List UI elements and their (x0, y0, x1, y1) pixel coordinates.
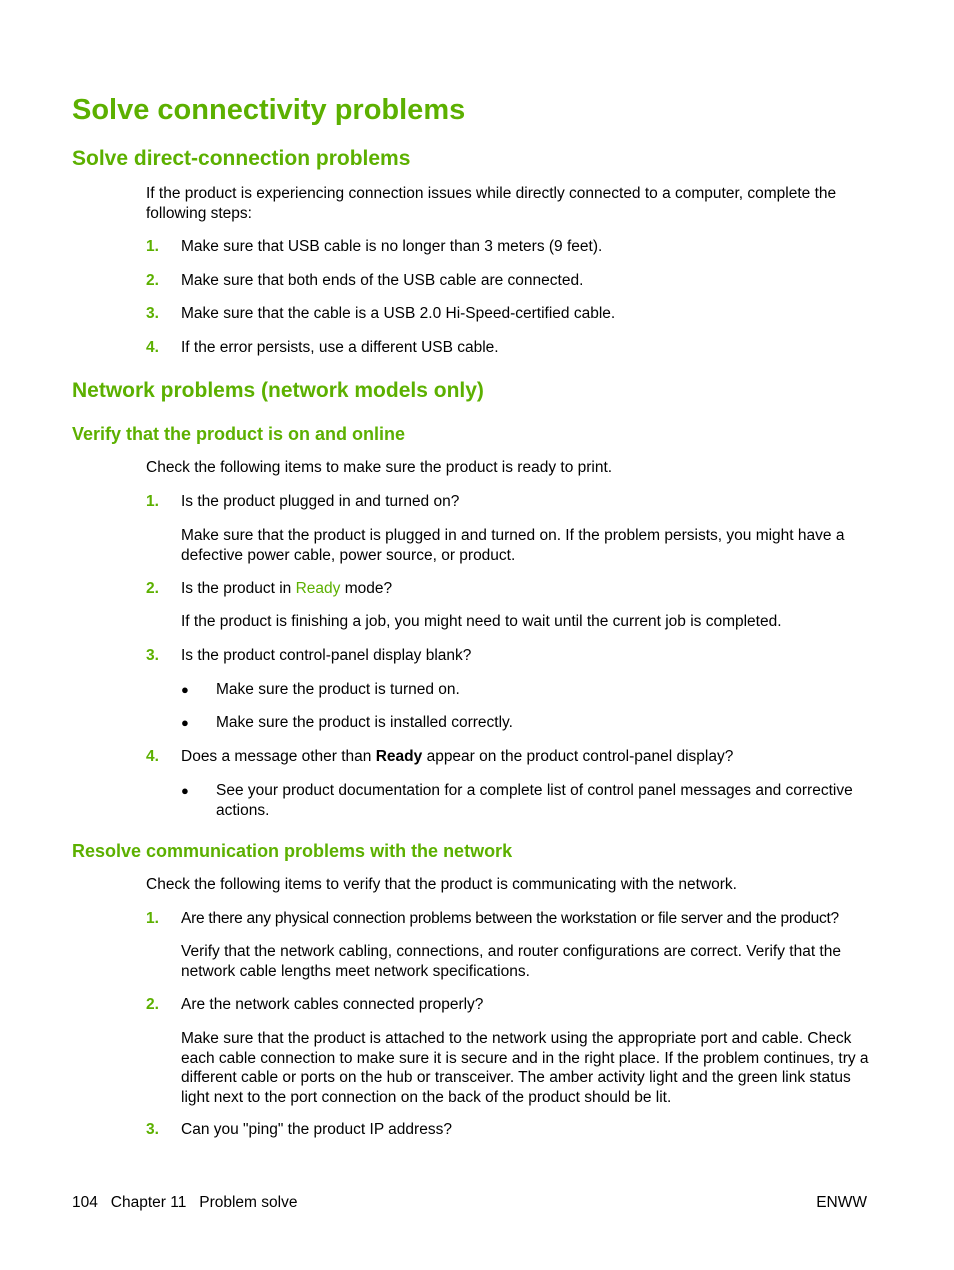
section-heading-direct-connection: Solve direct-connection problems (72, 147, 411, 170)
page-footer-code: ENWW (816, 1194, 867, 1211)
verify-intro-paragraph: Check the following items to make sure the product is ready to print. (146, 459, 613, 476)
step-text: Make sure that USB cable is no longer than 3 meters (9 feet). (181, 238, 603, 255)
step-text-prefix: Is the product in (181, 580, 296, 597)
step-number: 3. (146, 647, 159, 664)
step-text-prefix: Does a message other than (181, 748, 376, 765)
step-text (181, 747, 871, 767)
page-footer-chapter: 104 Chapter 11 Problem solve (72, 1194, 298, 1211)
step-text: Is the product plugged in and turned on? (181, 493, 460, 510)
step-text: Are there any physical connection problems between the workstation or file server and the product? (181, 910, 839, 927)
step-text (181, 579, 871, 599)
step-number: 3. (146, 1121, 159, 1138)
direct-intro-paragraph: If the product is experiencing connection issues while directly connected to a computer, complete the following steps: (146, 185, 837, 222)
step-detail: Verify that the network cabling, connections, and router configurations are correct. Verify that the network cable lengths meet network specifications. (181, 943, 841, 980)
step-number: 2. (146, 996, 159, 1013)
bullet-icon: ● (181, 682, 189, 697)
step-number: 4. (146, 748, 159, 765)
subsection-heading-verify-online: Verify that the product is on and online (72, 424, 406, 444)
step-number: 4. (146, 339, 159, 356)
step-number: 1. (146, 493, 159, 510)
resolve-intro-paragraph: Check the following items to verify that the product is communicating with the network. (146, 876, 737, 893)
step-text: Make sure that both ends of the USB cable are connected. (181, 272, 584, 289)
section-heading-network-problems: Network problems (network models only) (72, 379, 484, 402)
bullet-icon: ● (181, 715, 189, 730)
step-number: 2. (146, 272, 159, 289)
ready-keyword: Ready (375, 748, 423, 765)
bullet-text: See your product documentation for a complete list of control panel messages and corrective actions. (216, 782, 853, 819)
step-text: Make sure that the cable is a USB 2.0 Hi-Speed-certified cable. (181, 305, 616, 322)
step-detail: Make sure that the product is attached to the network using the appropriate port and cable. Check each cable connection to make sure it is secure and in the right place. If the problem continues, try a different cable or ports on the hub or transceiver. The amber activity light and the green link status light next to the port connection on the back of the product should be lit. (181, 1030, 869, 1106)
step-text: Can you "ping" the product IP address? (181, 1121, 452, 1138)
step-number: 3. (146, 305, 159, 322)
ready-link[interactable]: Ready (295, 580, 341, 597)
step-detail: If the product is finishing a job, you might need to wait until the current job is completed. (181, 613, 782, 630)
step-number: 1. (146, 238, 159, 255)
bullet-text: Make sure the product is installed correctly. (216, 714, 513, 731)
step-text-suffix: mode? (340, 580, 393, 597)
bullet-text: Make sure the product is turned on. (216, 681, 460, 698)
step-detail: Make sure that the product is plugged in and turned on. If the problem persists, you might have a defective power cable, power source, or product. (181, 527, 845, 564)
step-text: If the error persists, use a different USB cable. (181, 339, 499, 356)
page-title: Solve connectivity problems (72, 94, 466, 126)
step-number: 2. (146, 580, 159, 597)
step-text: Is the product control-panel display blank? (181, 647, 472, 664)
step-text: Are the network cables connected properly? (181, 996, 484, 1013)
bullet-icon: ● (181, 783, 189, 798)
step-text-suffix: appear on the product control-panel display? (422, 748, 734, 765)
subsection-heading-resolve-communication: Resolve communication problems with the network (72, 841, 513, 861)
step-number: 1. (146, 910, 159, 927)
